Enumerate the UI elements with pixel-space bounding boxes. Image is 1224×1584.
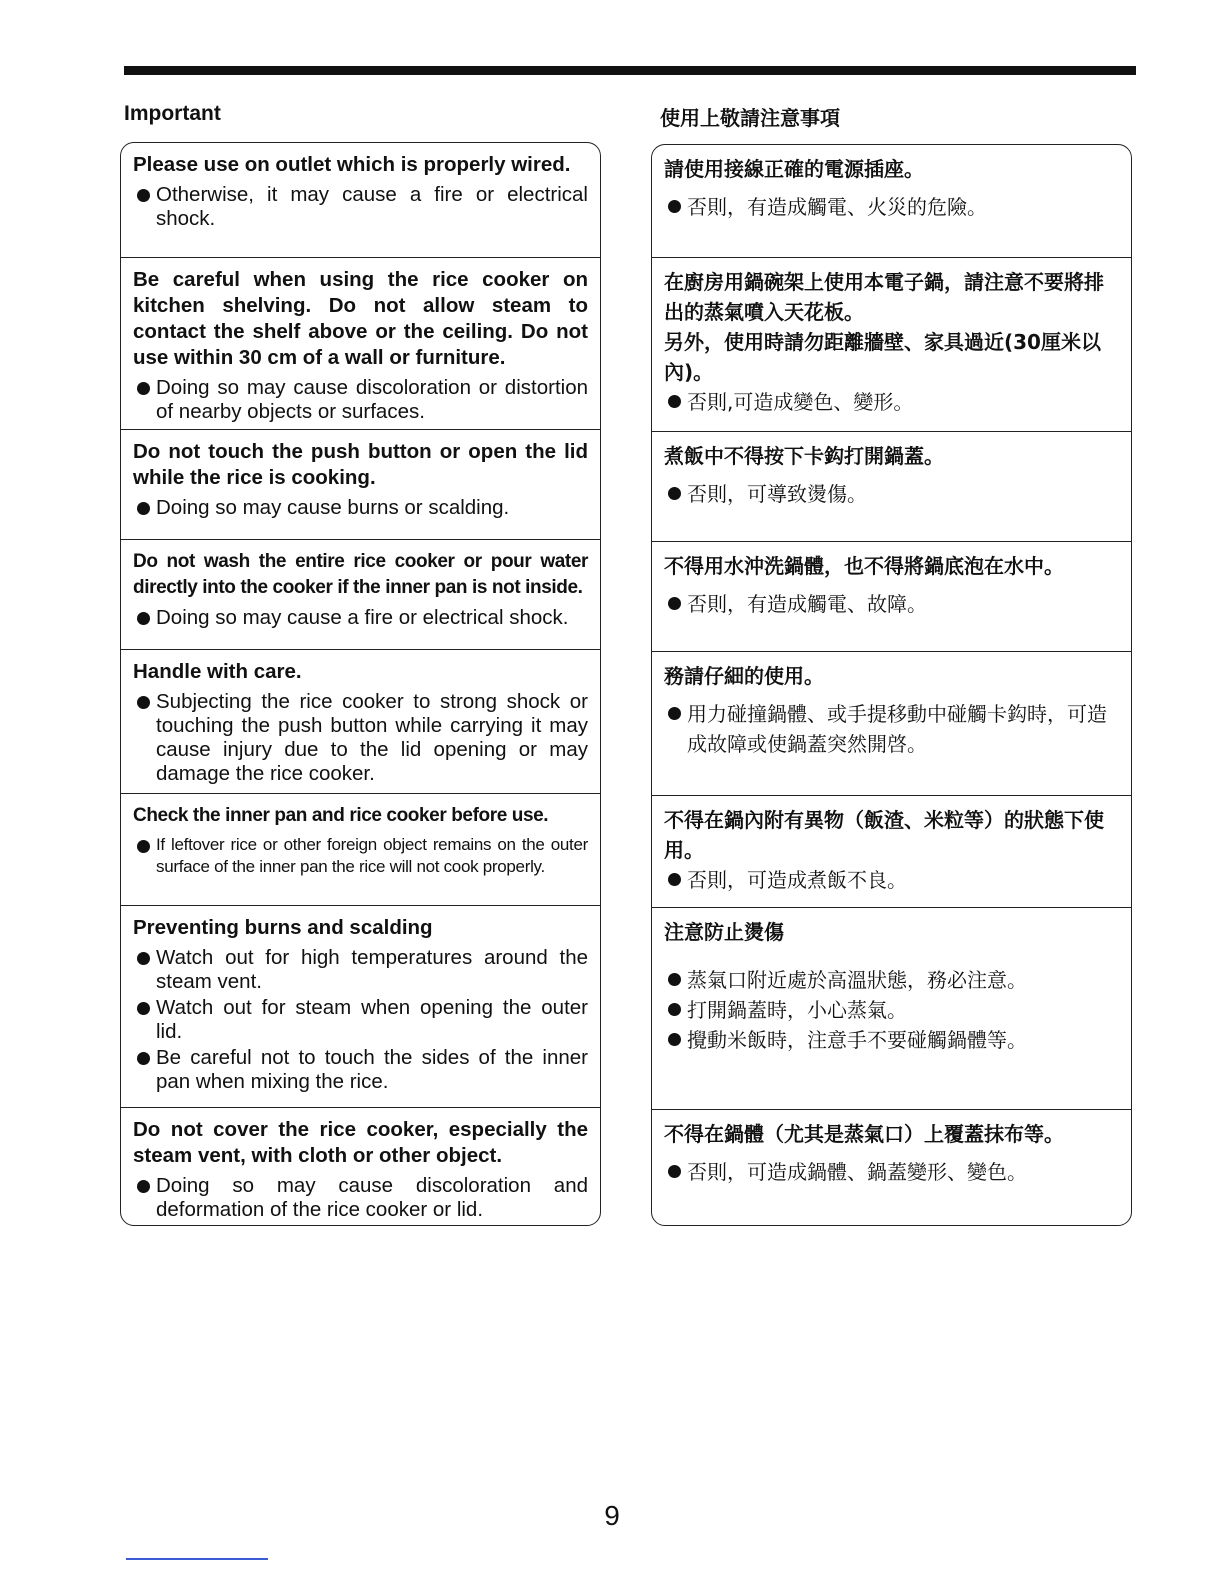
zh-bullet-text: 打開鍋蓋時，小心蒸氣。	[687, 998, 907, 1022]
en-section-handle	[121, 649, 600, 795]
zh-bullet-text: 蒸氣口附近處於高溫狀態，務必注意。	[687, 968, 1027, 992]
bullet-icon	[137, 1052, 150, 1065]
bullet-icon	[137, 1180, 150, 1193]
bullet-icon	[668, 597, 681, 610]
bullet-icon	[137, 1002, 150, 1015]
en-bullet-text: Doing so may cause burns or scalding.	[156, 496, 510, 519]
chinese-panel	[651, 144, 1132, 1226]
en-bullet-text: If leftover rice or other foreign object remains on the outer surface of the inner pan the rice will not cook properly.	[156, 835, 588, 876]
bullet-icon	[668, 707, 681, 720]
bullet-icon	[137, 189, 150, 202]
zh-section-heading: 注意防止燙傷	[664, 920, 784, 944]
zh-bullet	[664, 995, 1119, 1025]
bullet-icon	[668, 1165, 681, 1178]
zh-bullet	[664, 699, 1119, 759]
bullet-icon	[668, 395, 681, 408]
english-column-title: Important	[124, 102, 221, 125]
en-bullet-text: Doing so may cause a fire or electrical shock.	[156, 606, 569, 629]
en-section-inner-pan	[121, 793, 600, 907]
en-section-shelving	[121, 257, 600, 433]
zh-section-inner-pan	[652, 795, 1131, 909]
bullet-icon	[137, 696, 150, 709]
zh-bullet-text: 否則，有造成觸電、故障。	[687, 592, 927, 616]
zh-section-burns	[652, 907, 1131, 1111]
zh-section-heading: 不得在鍋體（尤其是蒸氣口）上覆蓋抹布等。	[664, 1122, 1064, 1146]
en-bullet	[133, 690, 588, 786]
en-bullet-text: Doing so may cause discoloration or distortion of nearby objects or surfaces.	[156, 376, 588, 423]
bullet-icon	[137, 952, 150, 965]
bullet-icon	[668, 1033, 681, 1046]
zh-bullet-text: 用力碰撞鍋體、或手提移動中碰觸卡鈎時，可造成故障或使鍋蓋突然開啓。	[687, 702, 1107, 756]
zh-section-outlet	[652, 145, 1131, 259]
bullet-icon	[137, 612, 150, 625]
zh-section-heading: 不得在鍋內附有異物（飯渣、米粒等）的狀態下使用。	[664, 808, 1104, 862]
en-section-heading: Preventing burns and scalding	[133, 916, 433, 939]
zh-bullet	[664, 387, 1119, 417]
bullet-icon	[137, 840, 150, 853]
zh-bullet-text: 否則,可造成變色、變形。	[687, 390, 914, 414]
en-bullet-text: Watch out for steam when opening the outer lid.	[156, 996, 588, 1043]
zh-bullet-text: 攪動米飯時，注意手不要碰觸鍋體等。	[687, 1028, 1027, 1052]
bullet-icon	[137, 502, 150, 515]
zh-bullet	[664, 479, 1119, 509]
en-section-push-button	[121, 429, 600, 541]
en-section-wash	[121, 539, 600, 651]
zh-bullet-text: 否則，有造成觸電、火災的危險。	[687, 195, 987, 219]
zh-bullet	[664, 1025, 1119, 1055]
zh-section-extra: 另外，使用時請勿距離牆壁、家具過近(30厘米以內)。	[664, 330, 1101, 384]
zh-bullet	[664, 1157, 1119, 1187]
zh-section-push-button	[652, 431, 1131, 543]
zh-section-heading: 不得用水沖洗鍋體，也不得將鍋底泡在水中。	[664, 554, 1064, 578]
chinese-column-title: 使用上敬請注意事項	[660, 106, 840, 130]
bullet-icon	[668, 200, 681, 213]
en-section-heading: Be careful when using the rice cooker on kitchen shelving. Do not allow steam to contact the shelf above or the ceiling. Do not use within 30 cm of a wall or furniture.	[133, 268, 588, 369]
zh-section-heading: 請使用接線正確的電源插座。	[664, 157, 924, 181]
en-bullet-text: Doing so may cause discoloration and deformation of the rice cooker or lid.	[156, 1174, 588, 1221]
en-bullet-text: Otherwise, it may cause a fire or electrical shock.	[156, 183, 588, 230]
english-panel	[120, 142, 601, 1226]
en-bullet	[133, 996, 588, 1044]
zh-bullet-text: 否則，可造成鍋體、鍋蓋變形、變色。	[687, 1160, 1027, 1184]
en-bullet	[133, 376, 588, 424]
page-number: 9	[604, 1500, 620, 1531]
en-bullet	[133, 946, 588, 994]
bullet-icon	[668, 973, 681, 986]
zh-bullet	[664, 192, 1119, 222]
bullet-icon	[668, 487, 681, 500]
en-section-heading: Please use on outlet which is properly wired.	[133, 153, 571, 176]
en-section-outlet	[121, 143, 600, 259]
en-bullet	[133, 496, 588, 520]
en-bullet	[133, 834, 588, 878]
zh-section-heading: 務請仔細的使用。	[664, 664, 824, 688]
en-bullet-text: Subjecting the rice cooker to strong shock or touching the push button while carrying it may cause injury due to the lid opening or may damage the rice cooker.	[156, 690, 588, 785]
en-section-burns	[121, 905, 600, 1109]
footer-accent-line	[126, 1558, 268, 1560]
en-section-heading: Handle with care.	[133, 660, 302, 683]
top-rule	[124, 66, 1136, 75]
en-bullet	[133, 606, 588, 630]
zh-section-cover	[652, 1109, 1131, 1226]
zh-section-handle	[652, 651, 1131, 797]
zh-bullet	[664, 865, 1119, 895]
en-bullet	[133, 1174, 588, 1222]
zh-bullet	[664, 965, 1119, 995]
en-section-heading: Do not wash the entire rice cooker or pour water directly into the cooker if the inner pan is not inside.	[133, 551, 588, 598]
en-section-heading: Do not touch the push button or open the lid while the rice is cooking.	[133, 440, 588, 489]
en-bullet-text: Be careful not to touch the sides of the inner pan when mixing the rice.	[156, 1046, 588, 1093]
bullet-icon	[137, 382, 150, 395]
zh-section-heading: 在廚房用鍋碗架上使用本電子鍋，請注意不要將排出的蒸氣噴入天花板。	[664, 270, 1104, 324]
zh-bullet-text: 否則，可造成煮飯不良。	[687, 868, 907, 892]
en-section-heading: Do not cover the rice cooker, especially the steam vent, with cloth or other object.	[133, 1118, 588, 1167]
en-section-heading: Check the inner pan and rice cooker before use.	[133, 805, 549, 826]
zh-section-heading: 煮飯中不得按下卡鈎打開鍋蓋。	[664, 444, 944, 468]
zh-section-shelving	[652, 257, 1131, 433]
zh-section-wash	[652, 541, 1131, 653]
zh-bullet-text: 否則，可導致燙傷。	[687, 482, 867, 506]
en-bullet	[133, 183, 588, 231]
en-bullet-text: Watch out for high temperatures around the steam vent.	[156, 946, 588, 993]
en-section-cover	[121, 1107, 600, 1226]
bullet-icon	[668, 873, 681, 886]
zh-bullet	[664, 589, 1119, 619]
bullet-icon	[668, 1003, 681, 1016]
en-bullet	[133, 1046, 588, 1094]
